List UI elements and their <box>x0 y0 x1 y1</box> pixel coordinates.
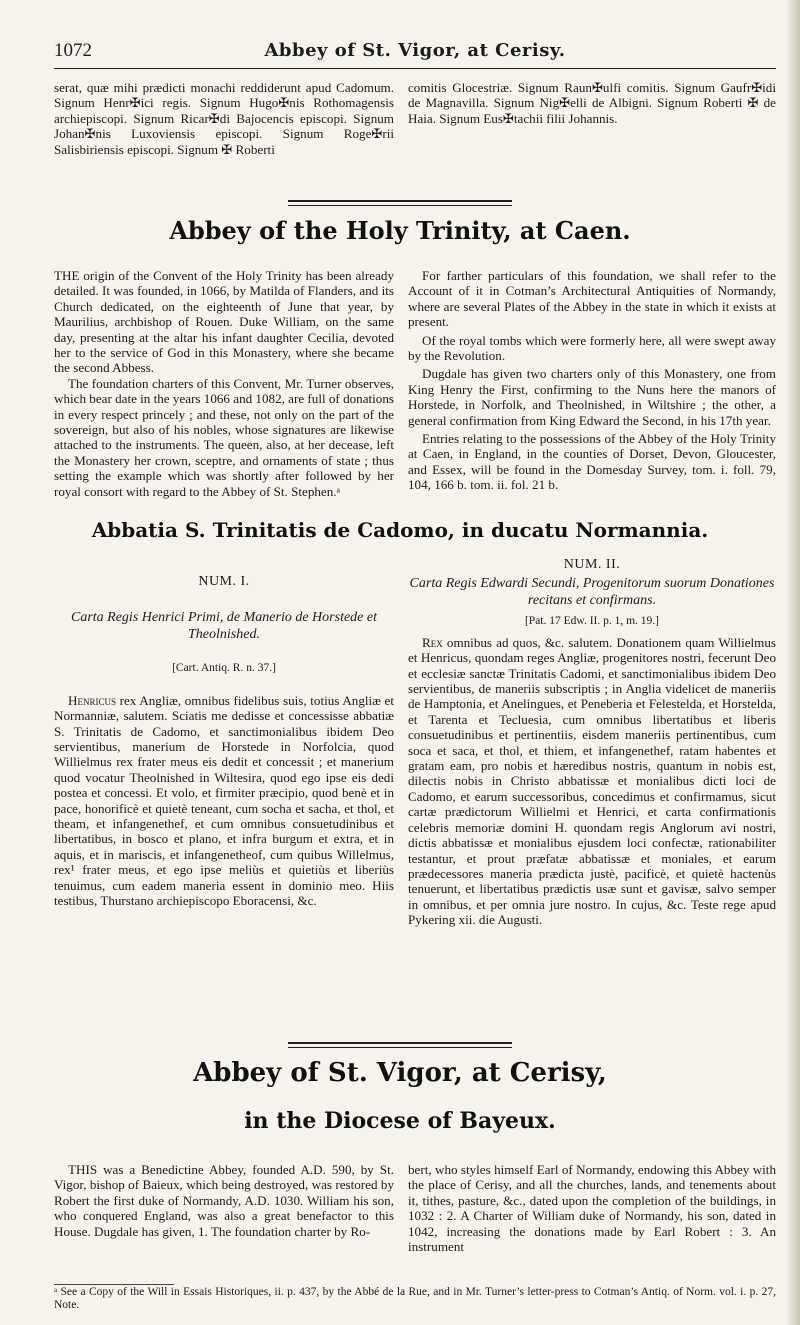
section1-right-paragraph: Of the royal tombs which were formerly here, all were swept away by the Revolution. <box>408 332 776 364</box>
top-right-column <box>408 80 776 126</box>
num1-lead-word: Henricus <box>68 692 116 708</box>
section3-right-paragraph: bert, who styles himself Earl of Normandy, endowing this Abbey with the place of Cerisy, and all the churches, lands, and tenements about it, tithes, pasture, &c., dated upon the completion of the buildings, in 1032 : 2. A Charter of William duke of Normandy, his son, dated in 1042, increasing the donations made by Earl Robert : 3. An instrument <box>408 1162 776 1255</box>
num2-label: NUM. II. <box>563 557 621 572</box>
num1-label: NUM. I. <box>198 574 250 589</box>
page-gutter-shadow <box>786 0 800 1325</box>
section1-right-paragraph: Entries relating to the possessions of the Abbey of the Holy Trinity at Caen, in England, in the counties of Dorset, Devon, Gloucester, and Essex, will be found in the Domesday Survey, tom. i. foll. 79, 104, 166 b. tom. ii. fol. 21 b. <box>408 431 776 493</box>
section1-left-column <box>54 268 394 499</box>
section1-right-column <box>408 268 776 493</box>
running-header <box>54 40 776 69</box>
section1-heading: Abbey of the Holy Trinity, at Caen. <box>169 216 631 245</box>
section1-left-paragraph: The foundation charters of this Convent, Mr. Turner observes, which bear date in the years 1066 and 1082, are full of donations in every respect princely ; and these, not only on the part of the sovereign, but also of his nobles, whose signatures are likewise attached to the instruments. The queen, also, at her decease, left the Monastery her crown, sceptre, and ornaments of state ; thus setting the example which was shortly after followed by her royal consort with regard to the Abbey of St. Stephen.ᵃ <box>54 375 394 499</box>
section1-left-paragraph: THE origin of the Convent of the Holy Trinity has been already detailed. It was founded, in 1066, by Matilda of Flanders, and its Church dedicated, on the eighteenth of June that year, by Maurilius, archbishop of Rouen. Duke William, on the same day, presenting at the altar his infant daughter Cecilia, devoted her to the service of God in this Monastery, where she became the second Abbess. <box>54 268 394 376</box>
top-left-column <box>54 80 394 157</box>
num1-column <box>54 572 394 909</box>
num1-reference: [Cart. Antiq. R. n. 37.] <box>172 662 276 675</box>
footnote: ᵃ See a Copy of the Will in Essais Historiques, ii. p. 437, by the Abbé de la Rue, and in Mr. Turner’s letter-press to Cotman’s Antiq. of Norm. vol. i. p. 27, Note. <box>54 1286 776 1311</box>
section1-right-paragraph: For farther particulars of this foundation, we shall refer to the Account of it in Cotman’s Architectural Antiquities of Normandy, where are several Plates of the Abbey in the state in which it exists at present. <box>408 268 776 330</box>
charter-signatures-left: serat, quæ mihi prædicti monachi reddiderunt apud Cadomum. Signum Henr✠ici regis. Signum Hugo✠nis Rothomagensis archiepiscopi. Signum Ricar✠di Bajocencis episcopi. Signum Johan✠nis Luxoviensis episcopi. Signum Roge✠rii Salisbiriensis episcopi. Signum ✠ Roberti <box>54 80 394 157</box>
num1-title: Carta Regis Henrici Primi, de Manerio de Horstede et Theolnished. <box>70 610 377 643</box>
num2-body: omnibus ad quos, &c. salutem. Donationem quam Willielmus et Henricus, quondam reges Angliæ, progenitores nostri, fecerunt Deo et ecclesiæ sanctæ Trinitatis Cadomi, et sanctimonialibus ibidem Deo servientibus, de maneriis subscriptis ; in Anglia videlicet de maneriis de Hamptonia, et Anelingues, et Peneberia et Felestelda, et Horstelda, et Tarenta et Tecluesia, cum omnibus libertatibus et liberis consuetudinibus et pertinentiis, eisdem maneriis pertinentibus, cum soca et saca, et thol, et thiem, et infangenethef, ratam habentes et gratam eam, pro nobis et hæredibus nostris, quantum in nobis est, dilectis nobis in Christo abbatissæ et monialibus dicti loci de Cadomo, et earum successoribus, concedimus et confirmamus, sicut cartæ prædictorum Willielmi et Henrici, et carta confirmationis celebris memoriæ domini H. quondam regis Anglorum avi nostri, dictis abbatissæ et monialibus ejusdem loci confectæ, rationabiliter testantur, et prout præfatæ abbatissæ et moniales, et earum prædecessores maneria prædicta justè, pacificè, et quietè hactenùs tenuerunt, et libertatibus prædictis usæ sunt et gavisæ, salvo semper in omnibus, et per omnia jure nostro. In cujus, &c. Teste rege apud Pykering xii. die Augusti. <box>408 634 776 928</box>
num1-charter-text <box>54 693 394 909</box>
num1-body: rex Angliæ, omnibus fidelibus suis, totius Angliæ et Normanniæ, salutem. Sciatis me dedisse et concessisse abbatiæ S. Trinitatis de Cadomo, et sanctimonialibus ibidem Deo servientibus, manerium de Horstede in Norfolcia, quod Willielmus rex frater meus eis dedit et concessit ; et manerium quod vocatur Theolnished in Wiltesira, quod ego ipse eis dedi postea et concessi. Et volo, et firmiter præcipio, quod benè et in pace, honorificè et quietè teneant, cum socha et sacha, et thol, et theam, et infangenethef, et cum omnibus consuetudinibus et libertatibus, in bosco et plano, et infra burgum et extra, et in aquis, et in mariscis, et infangenetheof, cum quibus Willelmus, rex¹ frater meus, et ego ipse meliùs et quietiùs et liberiùs tenuimus, cum eadem maneria essent in dominio meo. Hiis testibus, Thurstano archiepiscopo Eboracensi, &c. <box>54 692 394 909</box>
num2-title: Carta Regis Edwardi Secundi, Progenitorum suorum Donationes recitans et confirmans. <box>409 576 775 609</box>
footnote-rule <box>54 1284 174 1285</box>
section1-right-paragraph: Dugdale has given two charters only of this Monastery, one from King Henry the First, confirming to the Nuns here the manors of Horstede, in Norfolk, and Theolnished, in Wiltshire ; the other, a general confirmation from King Edward the Second, in his 17th year. <box>408 366 776 428</box>
num2-charter-text <box>408 635 776 928</box>
section3-left-column <box>54 1162 394 1239</box>
section-divider-1 <box>288 200 512 206</box>
num2-column <box>408 557 776 928</box>
section-divider-2 <box>288 1042 512 1048</box>
num2-lead-word: Rex <box>422 634 443 650</box>
section2-heading: Abbatia S. Trinitatis de Cadomo, in ducatu Normannia. <box>91 518 709 542</box>
charter-signatures-right: comitis Glocestriæ. Signum Raun✠ulfi comitis. Signum Gaufr✠idi de Magnavilla. Signum Nig✠elli de Albigni. Signum Roberti ✠ de Haia. Signum Eus✠tachii filii Johannis. <box>408 80 776 126</box>
running-title: Abbey of St. Vigor, at Cerisy. <box>264 40 566 61</box>
section3-right-column <box>408 1162 776 1254</box>
section3-left-paragraph: THIS was a Benedictine Abbey, founded A.D. 590, by St. Vigor, bishop of Baieux, which being destroyed, was restored by Robert the first duke of Normandy, A.D. 1030. William his son, who conquered England, was also a great benefactor to this House. Dugdale has given, 1. The foundation charter by Ro- <box>54 1162 394 1239</box>
section3-subheading: in the Diocese of Bayeux. <box>244 1108 556 1134</box>
section3-heading: Abbey of St. Vigor, at Cerisy, <box>193 1058 607 1088</box>
page-number: 1072 <box>54 40 92 61</box>
num2-reference: [Pat. 17 Edw. II. p. 1, m. 19.] <box>524 615 660 628</box>
